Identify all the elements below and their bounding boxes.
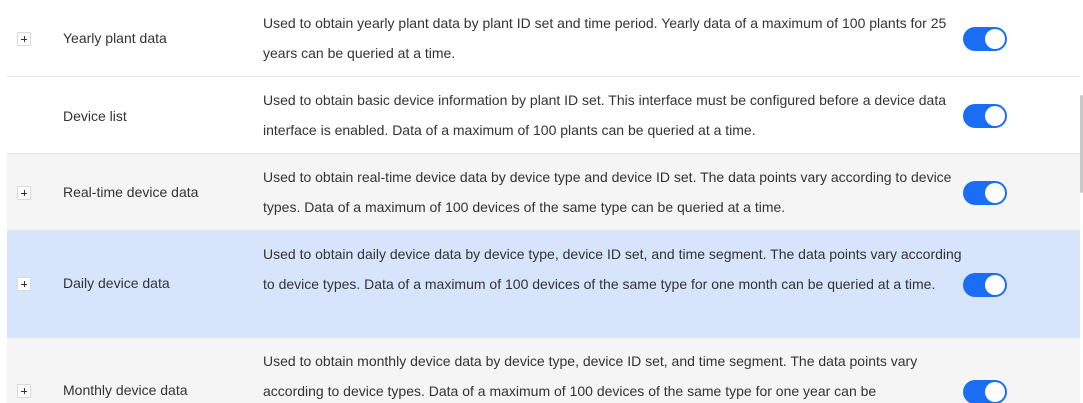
- interface-description: Used to obtain basic device information by plant ID set. This interface must be configured before a device data interface is enabled. Data of a maximum of 100 plants can be queried at a time.: [263, 92, 947, 138]
- table-row[interactable]: [7, 77, 1080, 154]
- interface-description: Used to obtain monthly device data by device type, device ID set, and time segment. The data points vary according to device types. Data of a maximum of 100 devices of the same type for one year can be: [263, 353, 918, 399]
- toggle-knob: [985, 29, 1005, 49]
- toggle-knob: [985, 382, 1005, 402]
- expand-icon[interactable]: [17, 384, 31, 398]
- enable-toggle[interactable]: [963, 273, 1007, 297]
- interface-description: Used to obtain daily device data by device type, device ID set, and time segment. The data points vary according to device types. Data of a maximum of 100 devices of the same type for one month can be queried at a time.: [263, 246, 962, 292]
- enable-toggle[interactable]: [963, 104, 1007, 128]
- expand-icon[interactable]: [17, 277, 31, 291]
- interface-name: Real-time device data: [63, 184, 199, 200]
- enable-toggle[interactable]: [963, 181, 1007, 205]
- toggle-knob: [985, 106, 1005, 126]
- table-row[interactable]: [7, 154, 1080, 231]
- interface-name: Yearly plant data: [63, 30, 167, 46]
- expand-icon[interactable]: [17, 186, 31, 200]
- enable-toggle[interactable]: [963, 380, 1007, 403]
- interface-name: Daily device data: [63, 275, 170, 291]
- interface-name: Device list: [63, 108, 127, 124]
- interface-description: Used to obtain yearly plant data by plant ID set and time period. Yearly data of a maximum of 100 plants for 25 years can be queried at a time.: [263, 15, 947, 61]
- expand-icon[interactable]: [17, 32, 31, 46]
- table-row[interactable]: [7, 231, 1080, 338]
- interface-name: Monthly device data: [63, 382, 188, 398]
- interface-description: Used to obtain real-time device data by device type and device ID set. The data points vary according to device types. Data of a maximum of 100 devices of the same type can be queried at a time.: [263, 169, 952, 215]
- table-row[interactable]: [7, 338, 1080, 403]
- toggle-knob: [985, 183, 1005, 203]
- table-row[interactable]: [7, 0, 1080, 77]
- enable-toggle[interactable]: [963, 27, 1007, 51]
- toggle-knob: [985, 275, 1005, 295]
